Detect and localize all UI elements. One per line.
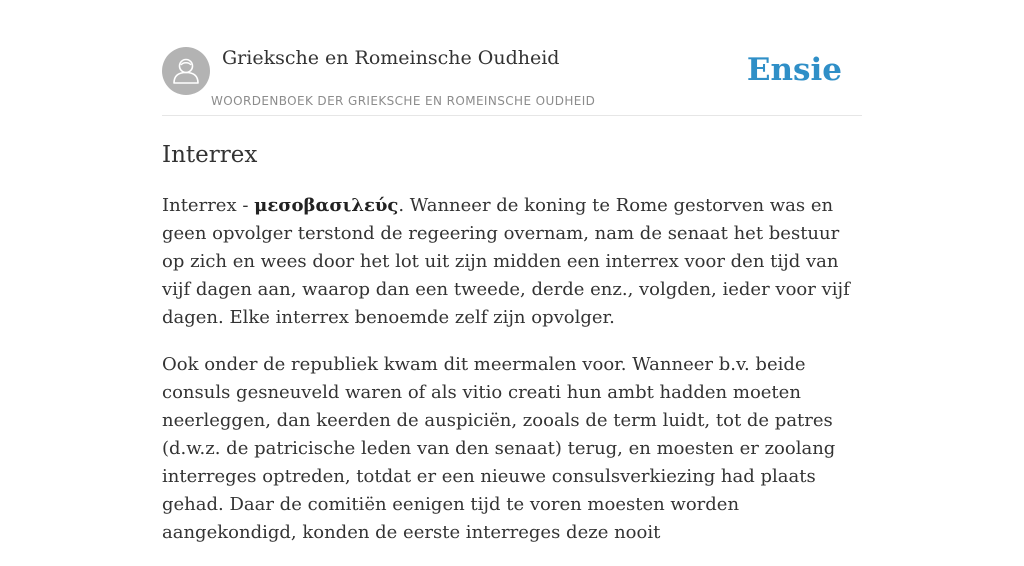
user-placeholder-icon [162, 47, 210, 95]
site-header [162, 0, 862, 116]
greek-term: μεσοβασιλεύς [254, 195, 399, 216]
page-title: Interrex [162, 142, 258, 168]
entry-paragraph-1 [162, 192, 862, 332]
entry-paragraph-2: Ook onder de republiek kwam dit meermalen voor. Wanneer b.v. beide consuls gesneuveld waren of als vitio creati hun ambt hadden moeten neerleggen, dan keerden de auspiciën, zooals de term luidt, tot de patres (d.w.z. de patricische leden van den senaat) terug, en moesten er zoolang interreges optreden, totdat er een nieuwe consulsverkiezing had plaats gehad. Daar de comitiën eenigen tijd te voren moesten worden aangekondigd, konden de eerste interreges deze nooit [162, 354, 836, 543]
avatar[interactable] [162, 47, 210, 95]
site-subtitle[interactable]: WOORDENBOEK DER GRIEKSCHE EN ROMEINSCHE OUDHEID [211, 94, 596, 108]
entry-body [162, 192, 862, 566]
entry-paragraph-1-text: . Wanneer de koning te Rome gestorven was en geen opvolger terstond de regeering overnam, nam de senaat het bestuur op zich en wees door het lot uit zijn midden een interrex voor den tijd van vijf dagen aan, waarop dan een tweede, derde enz., volgden, ieder voor vijf dagen. Elke interrex benoemde zelf zijn opvolger. [162, 195, 850, 328]
brand-logo[interactable]: Ensie [746, 52, 842, 88]
entry-term: Interrex [162, 195, 237, 216]
content-container [162, 0, 862, 543]
site-title[interactable]: Grieksche en Romeinsche Oudheid [222, 47, 560, 69]
term-separator: - [236, 195, 255, 216]
